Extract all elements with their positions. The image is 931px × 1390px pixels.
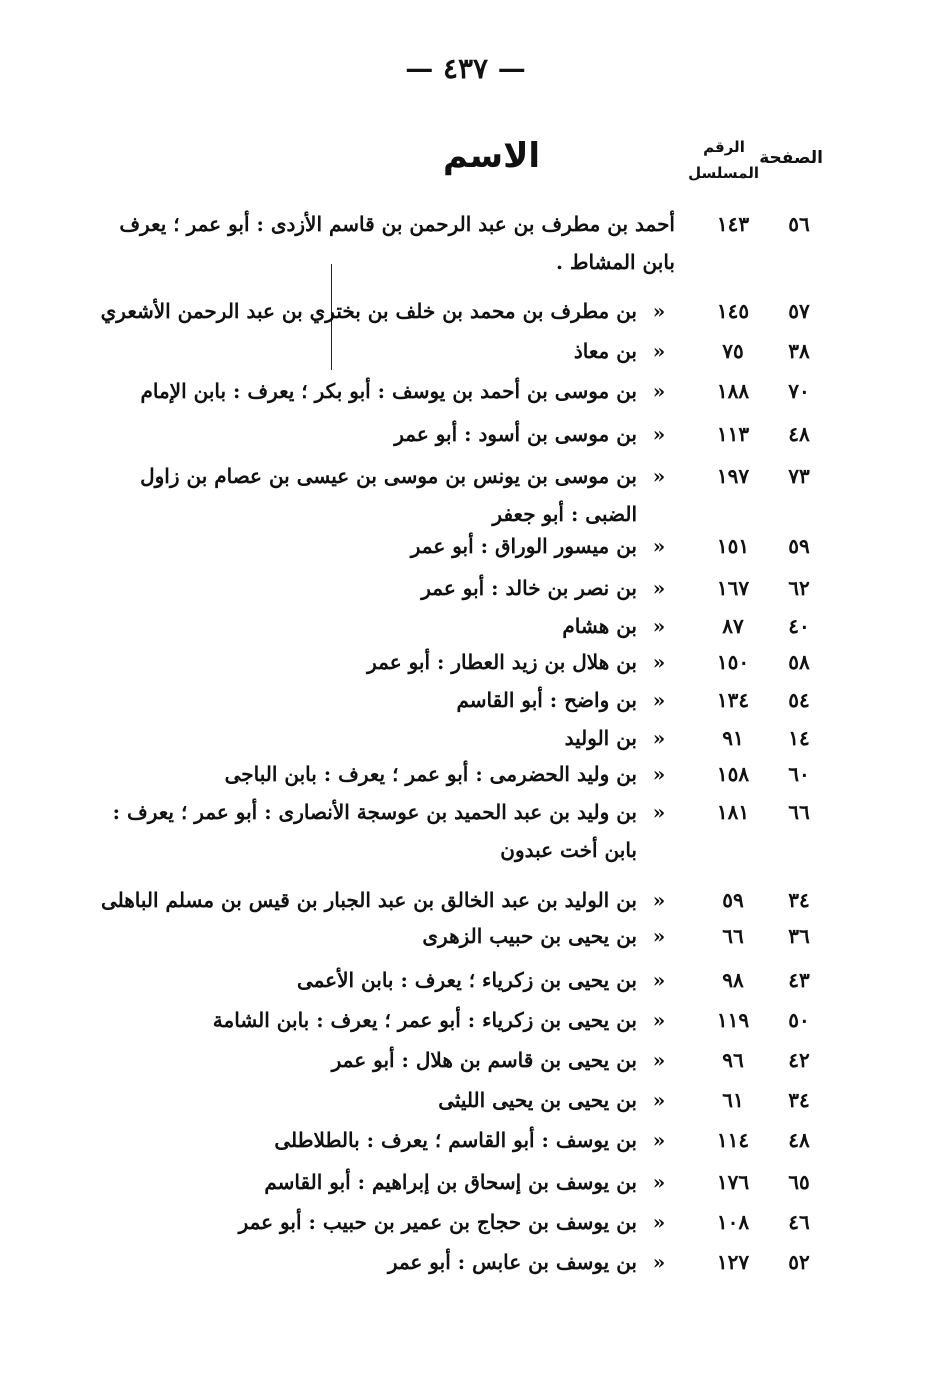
row-name: بن يوسف : أبو القاسم ؛ يعرف : بالطلاطلى: [274, 1128, 637, 1152]
row-name: بن هلال بن زيد العطار : أبو عمر: [367, 650, 637, 674]
ditto-mark: «: [652, 1250, 666, 1274]
row-name: بن يحيى بن زكرياء ؛ يعرف : بابن الأعمى: [296, 968, 637, 992]
row-page-number: ٣٤: [788, 1088, 810, 1112]
row-page-number: ٧٣: [788, 464, 810, 488]
row-serial-number: ٩٨: [722, 968, 744, 992]
row-serial-number: ١٨٨: [716, 379, 750, 403]
row-page-number: ٥٨: [788, 650, 810, 674]
ditto-mark: «: [652, 762, 666, 786]
ditto-mark: «: [652, 614, 666, 638]
row-page-number: ٥٦: [788, 212, 810, 236]
table-row: [105, 205, 825, 274]
row-name: بن نصر بن خالد : أبو عمر: [421, 576, 637, 600]
row-page-number: ٤٨: [788, 422, 810, 446]
ditto-mark: «: [652, 800, 666, 824]
row-serial-number: ١١٩: [716, 1008, 750, 1032]
row-page-number: ٤٦: [788, 1210, 810, 1234]
row-serial-number: ١٦٧: [716, 576, 750, 600]
row-page-number: ٦٥: [788, 1170, 810, 1194]
row-serial-number: ١٩٧: [716, 464, 750, 488]
row-page-number: ٤٢: [788, 1048, 810, 1072]
table-row: [105, 1041, 825, 1079]
ditto-mark: «: [652, 422, 666, 446]
row-serial-number: ١١٣: [716, 422, 750, 446]
table-row: [105, 1163, 825, 1201]
row-name: بن الوليد: [564, 726, 637, 750]
row-page-number: ١٤: [788, 726, 810, 750]
ditto-mark: «: [652, 924, 666, 948]
ditto-mark: «: [652, 1008, 666, 1032]
row-name: بن موسى بن أسود : أبو عمر: [394, 422, 637, 446]
row-serial-number: ١٣٤: [716, 688, 750, 712]
ditto-mark: «: [652, 1048, 666, 1072]
row-serial-number: ١٨١: [716, 800, 750, 824]
row-name: بن يوسف بن حجاج بن عمير بن حبيب : أبو عمر: [238, 1210, 637, 1234]
row-serial-number: ٥٩: [722, 888, 744, 912]
ditto-mark: «: [652, 688, 666, 712]
table-row: [105, 527, 825, 565]
column-header-page: الصفحة: [759, 148, 823, 168]
page-number: — ٤٣٧ —: [405, 52, 526, 85]
row-name: بن ميسور الوراق : أبو عمر: [410, 534, 637, 558]
table-row: [100, 292, 825, 330]
table-row: [105, 793, 825, 862]
row-page-number: ٤٠: [788, 614, 810, 638]
ditto-mark: «: [652, 650, 666, 674]
ditto-mark: «: [652, 534, 666, 558]
row-serial-number: ٦١: [722, 1088, 744, 1112]
table-row: [105, 372, 825, 410]
row-page-number: ٥٧: [788, 299, 810, 323]
row-serial-number: ٩١: [722, 726, 744, 750]
table-row: [105, 917, 825, 955]
row-name: أحمد بن مطرف بن عبد الرحمن بن قاسم الأزدى : أبو عمر ؛ يعرف: [119, 212, 675, 236]
row-page-number: ٦٠: [788, 762, 810, 786]
table-row: [105, 607, 825, 645]
row-serial-number: ١٥١: [716, 534, 750, 558]
ditto-mark: «: [652, 1088, 666, 1112]
ditto-mark: «: [652, 379, 666, 403]
table-row: [105, 415, 825, 453]
table-row: [105, 643, 825, 681]
row-name: بن يوسف بن إسحاق بن إبراهيم : أبو القاسم: [264, 1170, 637, 1194]
table-row: [105, 1001, 825, 1039]
ditto-mark: «: [652, 576, 666, 600]
row-serial-number: ٦٦: [722, 924, 744, 948]
row-name: بن وليد الحضرمى : أبو عمر ؛ يعرف : بابن الباجى: [224, 762, 637, 786]
ditto-mark: «: [652, 1170, 666, 1194]
ditto-mark: «: [652, 464, 666, 488]
row-name: بن يحيى بن قاسم بن هلال : أبو عمر: [331, 1048, 637, 1072]
row-name-continuation: بابن أخت عبدون: [500, 838, 637, 862]
table-row: [105, 569, 825, 607]
row-name: بن الوليد بن عبد الخالق بن عبد الجبار بن قيس بن مسلم الباهلى: [100, 888, 637, 912]
table-row: [105, 1243, 825, 1281]
row-serial-number: ١٤٥: [716, 299, 750, 323]
row-serial-number: ١٠٨: [716, 1210, 750, 1234]
table-row: [100, 881, 825, 919]
table-row: [105, 719, 825, 757]
table-row: [105, 1203, 825, 1241]
table-row: [105, 961, 825, 999]
row-name: بن مطرف بن محمد بن خلف بن بختري بن عبد الرحمن الأشعري: [100, 299, 637, 323]
row-name-continuation: الضبى : أبو جعفر: [492, 502, 637, 526]
row-serial-number: ١١٤: [716, 1128, 750, 1152]
ditto-mark: «: [652, 968, 666, 992]
row-serial-number: ١٥٠: [716, 650, 750, 674]
row-name: بن معاذ: [573, 339, 637, 363]
row-name: بن يحيى بن حبيب الزهرى: [422, 924, 637, 948]
row-serial-number: ٧٥: [722, 339, 744, 363]
row-serial-number: ١٧٦: [716, 1170, 750, 1194]
column-header-serial: [689, 134, 759, 186]
row-page-number: ٤٣: [788, 968, 810, 992]
column-header-serial-line1: الرقم: [703, 138, 745, 156]
table-row: [105, 1121, 825, 1159]
row-page-number: ٥٩: [788, 534, 810, 558]
row-page-number: ٤٨: [788, 1128, 810, 1152]
row-serial-number: ١٢٧: [716, 1250, 750, 1274]
row-page-number: ٥٢: [788, 1250, 810, 1274]
row-name: بن موسى بن يونس بن موسى بن عيسى بن عصام بن زاول: [140, 464, 637, 488]
row-name: بن موسى بن أحمد بن يوسف : أبو بكر ؛ يعرف : بابن الإمام: [140, 379, 637, 403]
row-serial-number: ٩٦: [722, 1048, 744, 1072]
row-name: بن يوسف بن عابس : أبو عمر: [387, 1250, 637, 1274]
row-serial-number: ١٤٣: [716, 212, 750, 236]
row-name: بن هشام: [562, 614, 637, 638]
row-serial-number: ١٥٨: [716, 762, 750, 786]
row-page-number: ٣٦: [788, 924, 810, 948]
row-name-continuation: بابن المشاط .: [556, 250, 675, 274]
table-row: [105, 457, 825, 526]
column-header-serial-line2: المسلسل: [688, 164, 759, 182]
column-header-name: الاسم: [443, 136, 541, 176]
table-row: [105, 755, 825, 793]
ditto-mark: «: [652, 1210, 666, 1234]
table-row: [105, 681, 825, 719]
row-name: بن واضح : أبو القاسم: [456, 688, 637, 712]
ditto-mark: «: [652, 1128, 666, 1152]
row-page-number: ٥٠: [788, 1008, 810, 1032]
row-name: بن يحيى بن زكرياء : أبو عمر ؛ يعرف : بابن الشامة: [212, 1008, 637, 1032]
row-name: بن وليد بن عبد الحميد بن عوسجة الأنصارى : أبو عمر ؛ يعرف :: [112, 800, 637, 824]
row-page-number: ٧٠: [788, 379, 810, 403]
row-page-number: ٦٢: [788, 576, 810, 600]
row-name: بن يحيى بن يحيى الليثى: [438, 1088, 637, 1112]
row-serial-number: ٨٧: [722, 614, 744, 638]
row-page-number: ٣٨: [788, 339, 810, 363]
ditto-mark: «: [652, 339, 666, 363]
row-page-number: ٦٦: [788, 800, 810, 824]
ditto-mark: «: [652, 726, 666, 750]
ditto-mark: «: [652, 888, 666, 912]
ditto-mark: «: [652, 299, 666, 323]
row-page-number: ٥٤: [788, 688, 810, 712]
table-row: [105, 1081, 825, 1119]
row-page-number: ٣٤: [788, 888, 810, 912]
table-row: [105, 332, 825, 370]
